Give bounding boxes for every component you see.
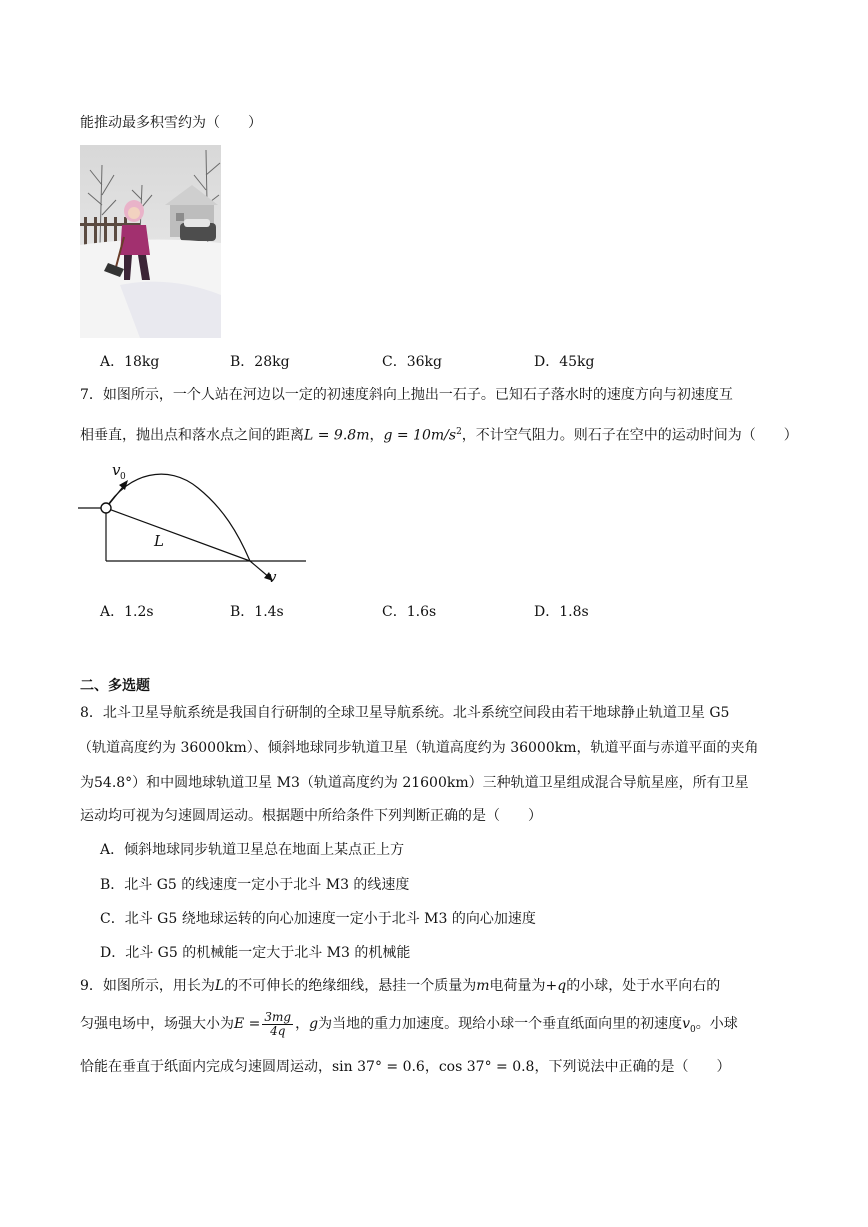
q6-option-b: B．28kg (230, 354, 290, 370)
q7-line-1: 7．如图所示，一个人站在河边以一定的初速度斜向上抛出一石子。已知石子落水时的速度方向与初速度互 (80, 387, 733, 403)
q8-option-b: B．北斗 G5 的线速度一定小于北斗 M3 的线速度 (100, 877, 410, 893)
q6-option-a: A．18kg (100, 354, 160, 370)
q7-line-2: 相垂直，抛出点和落水点之间的距离L = 9.8m，$g = 10m/s^2$，不计空气阻力。则石子在空中的运动时间为（ ） (80, 427, 798, 444)
q8-line-2: （轨道高度约为 36000km）、倾斜地球同步轨道卫星（轨道高度约为 36000km，轨道平面与赤道平面的夹角 (78, 740, 759, 756)
q7-option-c: C．1.6s (382, 604, 437, 620)
q7-fig-v-label: v (268, 568, 277, 586)
q9-line-1: 9．如图所示，用长为L的不可伸长的绝缘细线，悬挂一个质量为m电荷量为+q的小球，处于水平向右的 (80, 978, 721, 994)
q7-g-expr: g = 10m/s (383, 427, 457, 444)
q8-line-4: 运动均可视为匀速圆周运动。根据题中所给条件下列判断正确的是（ ） (80, 808, 542, 824)
q6-option-c: C．36kg (382, 354, 442, 370)
q7-fig-v0-sub: 0 (120, 472, 126, 482)
q8-line-3: 为54.8°）和中圆地球轨道卫星 M3（轨道高度约为 21600km）三种轨道卫星组成混合导航星座，所有卫星 (80, 775, 749, 791)
q7-option-a: A．1.2s (100, 604, 154, 620)
q9-sin-expr: sin 37° = 0.6 (332, 1059, 425, 1075)
q7-L-expr: L = 9.8m (304, 427, 370, 444)
q8-option-c: C．北斗 G5 绕地球运转的向心加速度一定小于北斗 M3 的向心加速度 (100, 911, 536, 927)
snow-shoveling-photo (80, 145, 221, 338)
q6-stem-tail: 能推动最多积雪约为（ ） (80, 115, 262, 131)
q7-fig-L-label: L (154, 532, 164, 550)
q8-line-1: 8．北斗卫星导航系统是我国自行研制的全球卫星导航系统。北斗系统空间段由若干地球静止轨道卫星 G5 (80, 705, 730, 721)
q8-option-a: A．倾斜地球同步轨道卫星总在地面上某点正上方 (100, 842, 405, 858)
q9-line-3: 恰能在垂直于纸面内完成匀速圆周运动，sin 37° = 0.6，cos 37° = 0.8，下列说法中正确的是（ ） (80, 1059, 731, 1075)
q7-option-d: D．1.8s (534, 604, 589, 620)
q7-fig-v0-label: v (112, 461, 121, 479)
q9-cos-expr: cos 37° = 0.8 (438, 1059, 535, 1075)
q6-option-d: D．45kg (534, 354, 595, 370)
q9-line-2: 匀强电场中，场强大小为E = $\frac{3mg}{4q}$ ，g为当地的重力加速度。现给小球一个垂直纸面向里的初速度$v_0$。小球 (80, 1009, 738, 1038)
q7-projectile-figure (78, 458, 308, 588)
q7-option-b: B．1.4s (230, 604, 284, 620)
q8-option-d: D．北斗 G5 的机械能一定大于北斗 M3 的机械能 (100, 945, 411, 961)
section-title: 二、多选题 (80, 678, 150, 694)
q9-E-fraction: $\frac{3mg}{4q}$ (264, 1009, 292, 1038)
